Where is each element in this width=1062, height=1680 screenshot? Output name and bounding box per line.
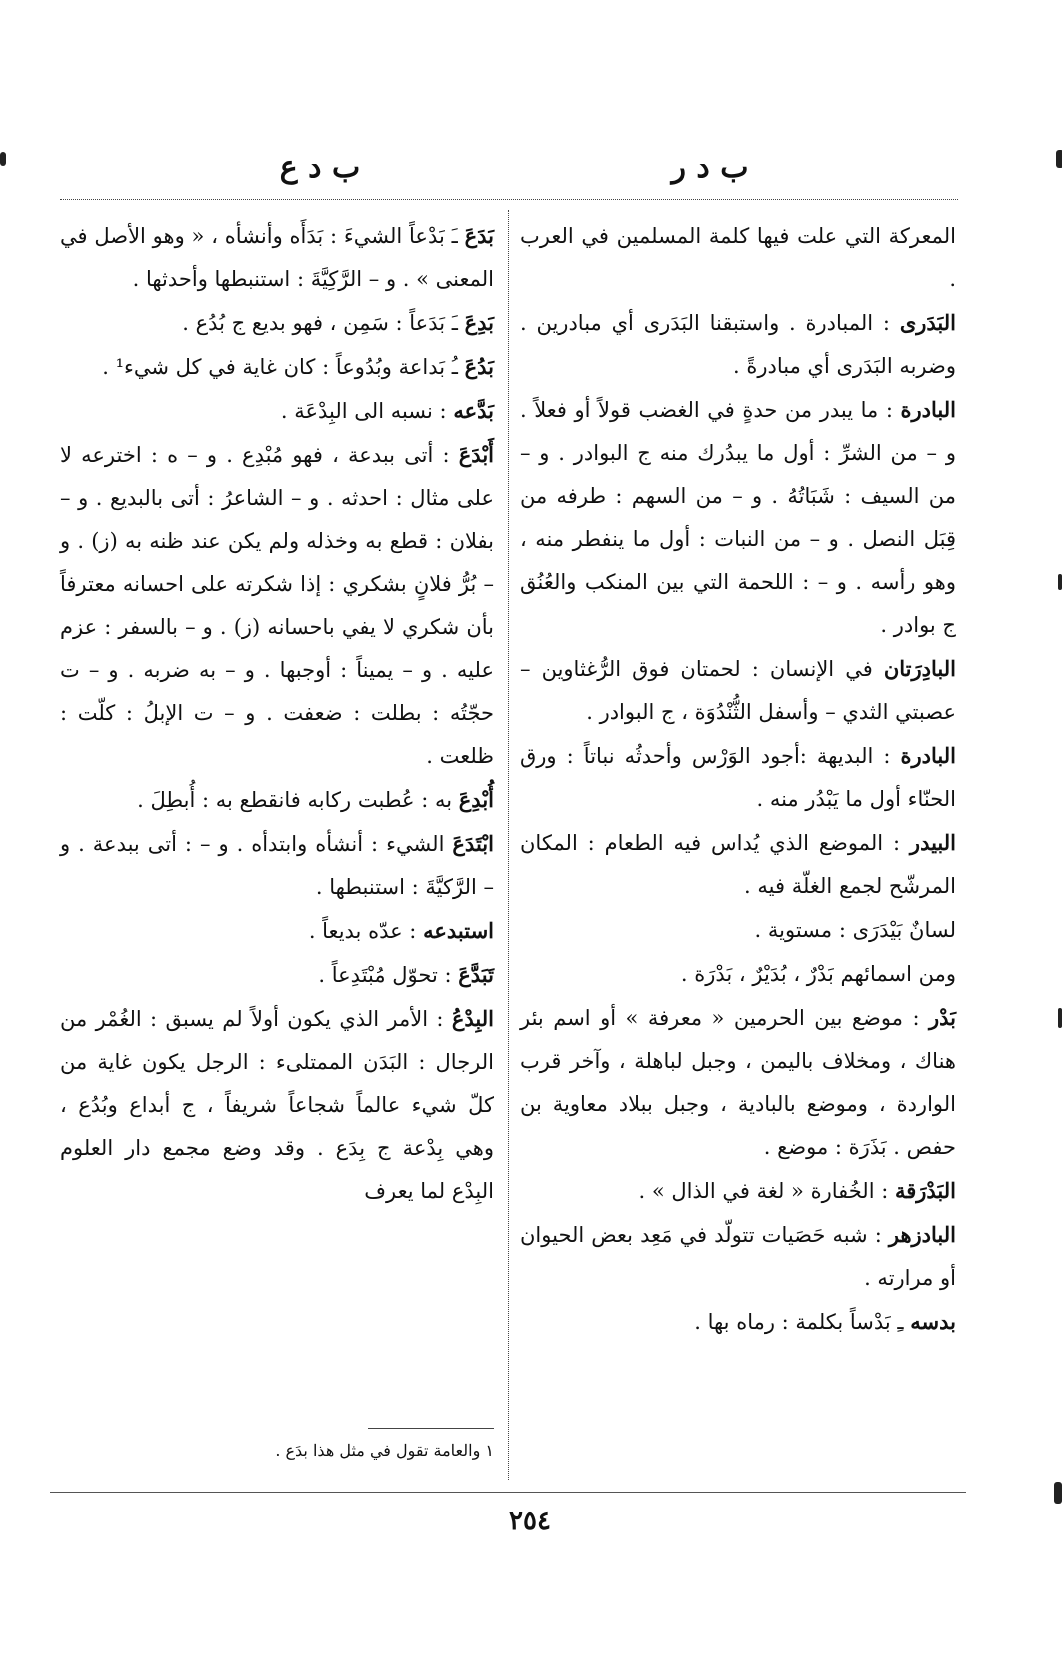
entry-definition: ـِ بَدْساً بكلمة : رماه بها . <box>694 1310 904 1334</box>
entry-headword: بدسه <box>910 1309 956 1334</box>
entry-definition: الشيء : أنشأه وابتدأه . و – : أتى ببدعة . و – الرَّكيَّةَ : استنبطها . <box>60 832 494 899</box>
entry-definition: : شبه حَصَيات تتولّد في مَعِد بعض الحيوان أو مرارته . <box>520 1223 956 1290</box>
dictionary-entry <box>520 952 956 996</box>
entry-definition: به : عُطبت ركابه فانقطع به : أُبطِلَ . <box>137 788 453 812</box>
entry-headword: أُبْدِعَ <box>458 787 494 812</box>
entry-headword: البادِرَتان <box>883 656 956 681</box>
entry-definition: ـَ بَدْعاً الشيءَ : بَدَأَه وأنشأه ، « وهو الأصل في المعنى » . و – الرَّكِيَّةَ : استنبطها وأحدثها . <box>60 224 494 291</box>
entry-headword: البادرة <box>900 397 956 422</box>
scan-edge-mark <box>1058 1008 1062 1028</box>
entry-headword: البادزهر <box>888 1222 956 1247</box>
entry-headword: ابْتَدَعَ <box>452 831 494 856</box>
dictionary-entry <box>520 1300 956 1344</box>
dictionary-entry <box>60 953 494 997</box>
entry-definition: : نسبه الى البِدْعَة . <box>280 399 447 423</box>
entry-definition: : الأمر الذي يكون أولاً لم يسبق : الغُمْر من الرجال : البَدَن الممتلىء : الرجل يكون غاية من كلّ شيء عالماً شجاعاً شريفاً ، ج أبداع وبُدُع ، وهي بِدْعة ج بِدَع . وقد وضع مجمع دار العلوم البِدْع لما يعرف <box>60 1007 494 1203</box>
entry-headword: البِدْعُ <box>451 1006 494 1031</box>
entry-headword: البيدر <box>909 830 956 855</box>
entry-definition: : أتى ببدعة ، فهو مُبْدِع . و – ه : اخترعه لا على مثال : احدثه . و – الشاعرُ : أتى بالبديع . و – بفلان : قطع به وخذله ولم يكن عند ظنه به (ز) . و – بُرُّ فلانٍ بشكري : إذا شكرته على احسانه معترفاً بأن شكري لا يفي باحسانه (ز) . و – بالسفر : عزم عليه . و – يميناً : أوجبها . و – به ضربه . و – ت حجّتُه : بطلت : ضعفت . و – ت الإبلُ : كلّت : ظلعت . <box>60 443 494 768</box>
entry-headword: أَبْدَعَ <box>458 442 494 467</box>
scan-edge-mark <box>1054 1482 1062 1504</box>
dictionary-entry <box>520 908 956 952</box>
entry-headword: استبدعه <box>423 918 494 943</box>
scan-edge-mark <box>1056 150 1062 168</box>
entry-definition: : الموضع الذي يُداس فيه الطعام : المكان المرشّح لجمع الغلّة فيه . <box>520 831 956 898</box>
column-divider <box>508 210 509 1480</box>
footnote-rule <box>368 1428 494 1429</box>
dictionary-entry <box>520 1169 956 1213</box>
dictionary-entry <box>520 388 956 647</box>
dictionary-entry <box>520 1213 956 1300</box>
dictionary-entry <box>60 997 494 1213</box>
entry-definition: : عدّه بديعاً . <box>308 919 417 943</box>
page-header-left-root: ب د ع <box>279 150 361 185</box>
entry-definition: : الخُفارة « لغة في الذال » . <box>638 1179 889 1203</box>
entry-definition: في الإنسان : لحمتان فوق الرُّغثاوين – عصبتي الثدي – وأسفل الثُّنْدُوَة ، ج البوادر . <box>520 657 956 724</box>
dictionary-entry <box>520 821 956 908</box>
entry-definition: : موضع بين الحرمين « معرفة » أو اسم بئر هناك ، ومخلاف باليمن ، وجبل لباهلة ، وآخر قرب الواردة ، وموضع بالبادية ، وجبل ببلاد معاوية بن حفص . بَذَرَة : موضع . <box>520 1006 956 1159</box>
left-column <box>60 214 494 1213</box>
dictionary-entry <box>520 214 956 301</box>
entry-headword: البَدْرَقة <box>894 1178 956 1203</box>
dictionary-entry <box>60 214 494 301</box>
entry-definition: : البديهة :أجود الوَرْس وأحدثُه نباتاً : ورق الحنّاء أول ما يَبْدُر منه . <box>520 744 956 811</box>
entry-headword: البَدَرى <box>899 310 956 335</box>
entry-definition: ـَ بَدَعاً : سَمِن ، فهو بديع ج بُدُع . <box>182 311 458 335</box>
entry-definition: المعركة التي علت فيها كلمة المسلمين في العرب . <box>520 224 956 291</box>
entry-headword: تَبَدَّعَ <box>458 962 494 987</box>
entry-definition: : تحوّل مُبْتَدِعاً . <box>318 963 452 987</box>
dictionary-entry <box>60 345 494 389</box>
header-divider-rule <box>60 199 958 200</box>
page-number: ٢٥٤ <box>509 1506 551 1536</box>
dictionary-entry <box>520 734 956 821</box>
dictionary-entry <box>520 301 956 388</box>
dictionary-entry <box>60 389 494 433</box>
entry-headword: بَدُعَ <box>464 354 494 379</box>
dictionary-entry <box>60 433 494 778</box>
entry-definition: : ما يبدر من حدةٍ في الغضب قولاً أو فعلاً . و – من الشرِّ : أول ما يبدُرك منه ج البوادر . و – من السيف : شَبَاتُهُ . و – من السهم : طرفه من قِبَل النصل . و – من النبات : أول ما ينفطر منه ، وهو رأسه . و – : اللحمة التي بين المنكب والعُنُق ج بوادر . <box>520 398 956 637</box>
entry-headword: البادرة <box>900 743 956 768</box>
entry-headword: بَدِعَ <box>464 310 494 335</box>
page-header-right-root: ب د ر <box>671 150 749 185</box>
entry-headword: بَدَّعه <box>453 398 494 423</box>
entry-definition: : المبادرة . واستبقنا البَدَرى أي مبادرين . وضربه البَدَرى أي مبادرةً . <box>520 311 956 378</box>
footer-divider-rule <box>50 1492 966 1493</box>
dictionary-entry <box>60 778 494 822</box>
scan-edge-mark <box>0 152 6 166</box>
entry-headword: بَدْر <box>928 1005 956 1030</box>
entry-definition: ـُ بَداعة وبُدُوعاً : كان غاية في كل شيء¹ . <box>102 355 458 379</box>
dictionary-entry <box>60 301 494 345</box>
footnote: ١ والعامة تقول في مثل هذا بدَع . <box>275 1441 494 1460</box>
dictionary-entry <box>60 822 494 909</box>
dictionary-entry <box>60 909 494 953</box>
dictionary-entry <box>520 647 956 734</box>
entry-headword: بَدَعَ <box>464 223 494 248</box>
dictionary-entry <box>520 996 956 1169</box>
entry-definition: لسانٌ بَيْدَرَى : مستوية . <box>754 918 956 942</box>
right-column <box>520 214 956 1344</box>
entry-definition: ومن اسمائهم بَدْرٌ ، بُدَيْرٌ ، بَدْرَة . <box>680 962 956 986</box>
scan-edge-mark <box>1058 574 1062 590</box>
